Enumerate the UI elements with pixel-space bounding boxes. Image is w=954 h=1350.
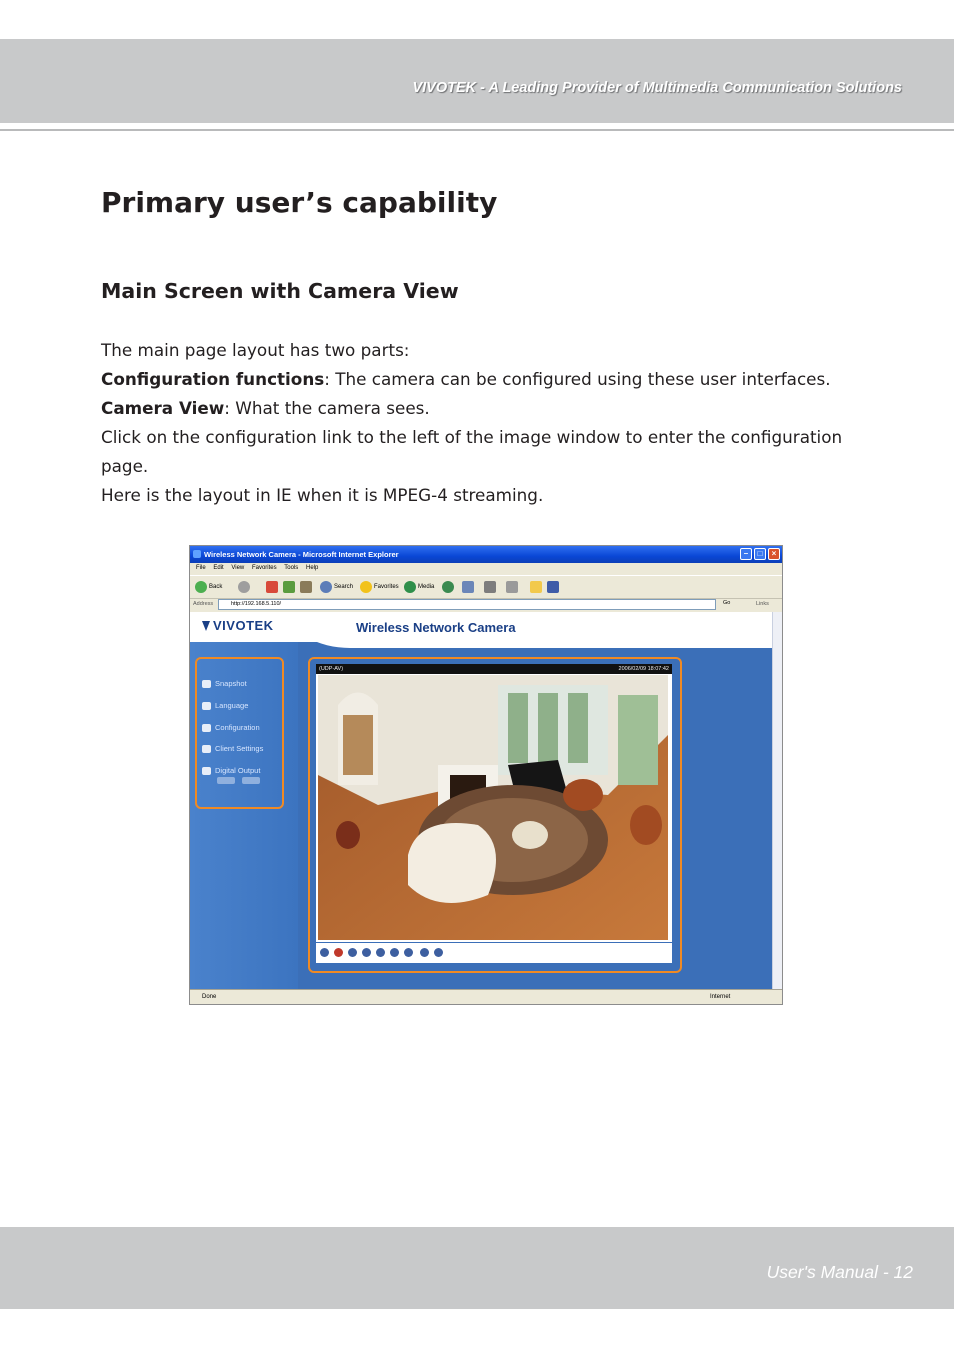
video-frame — [316, 664, 672, 942]
digital-output-on-button[interactable] — [217, 777, 235, 784]
stop-icon — [266, 581, 278, 593]
body-text — [101, 336, 881, 510]
back-button[interactable]: Back — [195, 580, 222, 593]
status-zone: Internet — [710, 994, 731, 1000]
microphone-icon[interactable] — [420, 948, 429, 957]
vertical-scrollbar[interactable] — [772, 612, 783, 989]
refresh-button[interactable] — [283, 580, 295, 593]
menu-file[interactable]: File — [196, 565, 206, 571]
room-scene-image — [318, 675, 668, 940]
page-title: Primary user’s capability — [101, 186, 498, 219]
video-control-bar — [316, 943, 672, 963]
history-button[interactable] — [442, 580, 454, 593]
address-input[interactable] — [218, 599, 716, 610]
config-paragraph — [101, 365, 881, 394]
status-done: Done — [202, 994, 217, 1000]
messenger-button[interactable] — [547, 580, 559, 593]
vivotek-logo: VIVOTEK — [202, 618, 274, 633]
status-bar — [190, 989, 782, 1005]
media-icon — [404, 581, 416, 593]
menu-view[interactable]: View — [231, 565, 245, 571]
view-text: : What the camera sees. — [224, 398, 430, 418]
menu-bar — [190, 563, 782, 574]
edit-icon — [506, 581, 518, 593]
video-protocol: (UDP-AV) — [319, 666, 344, 672]
menu-snapshot[interactable]: Snapshot — [202, 679, 247, 688]
client-settings-icon — [202, 745, 211, 753]
vivotek-mark-icon — [202, 621, 210, 631]
tools-icon — [202, 724, 211, 732]
pause-icon[interactable] — [362, 948, 371, 957]
menu-language[interactable]: Language — [202, 701, 248, 710]
menu-help[interactable]: Help — [305, 565, 319, 571]
home-icon — [300, 581, 312, 593]
menu-favorites[interactable]: Favorites — [251, 565, 277, 571]
ie-icon — [193, 550, 201, 558]
configuration-functions-highlight — [195, 657, 284, 809]
page-number: User's Manual - 12 — [766, 1262, 913, 1282]
star-icon — [360, 581, 372, 593]
volume-icon[interactable] — [348, 948, 357, 957]
forward-icon — [238, 581, 250, 593]
media-button[interactable]: Media — [404, 580, 434, 593]
folder-icon — [530, 581, 542, 593]
camera-icon — [202, 680, 211, 688]
address-url: http://192.168.5.110/ — [231, 601, 282, 607]
talk-icon[interactable] — [390, 948, 399, 957]
home-button[interactable] — [300, 580, 312, 593]
back-icon — [195, 581, 207, 593]
window-titlebar — [190, 546, 782, 563]
address-label: Address — [193, 601, 214, 607]
menu-client-settings[interactable]: Client Settings — [202, 744, 263, 753]
camera-live-image — [318, 675, 668, 940]
click-paragraph: Click on the configuration link to the left of the image window to enter the configuration page. — [101, 427, 843, 476]
folder-button[interactable] — [530, 580, 542, 593]
menu-tools[interactable]: Tools — [284, 565, 299, 571]
mail-button[interactable] — [462, 580, 474, 593]
video-timestamp: 2006/02/09 18:07:42 — [618, 666, 669, 672]
edit-button[interactable] — [506, 580, 518, 593]
menu-digital-output[interactable]: Digital Output — [202, 766, 260, 775]
menu-edit[interactable]: Edit — [213, 565, 224, 571]
browser-toolbar — [190, 575, 782, 599]
address-bar — [190, 598, 782, 612]
links-button[interactable]: Links — [756, 601, 769, 607]
history-icon — [442, 581, 454, 593]
window-controls — [740, 548, 780, 560]
print-icon — [484, 581, 496, 593]
view-label: Camera View — [101, 398, 225, 418]
print-button[interactable] — [484, 580, 496, 593]
favorites-button[interactable]: Favorites — [360, 580, 399, 593]
menu-configuration[interactable]: Configuration — [202, 723, 260, 732]
stop-button[interactable] — [266, 580, 278, 593]
fullscreen-icon[interactable] — [434, 948, 443, 957]
mute-icon[interactable] — [404, 948, 413, 957]
close-icon[interactable]: × — [768, 548, 780, 560]
zoom-icon[interactable] — [320, 948, 329, 957]
refresh-icon — [283, 581, 295, 593]
forward-button[interactable] — [238, 580, 250, 593]
maximize-icon[interactable]: □ — [754, 548, 766, 560]
browser-screenshot — [189, 545, 783, 1005]
digital-output-icon — [202, 767, 211, 775]
intro-paragraph: The main page layout has two parts: — [101, 340, 410, 360]
search-button[interactable]: Search — [320, 580, 353, 593]
config-label: Configuration functions — [101, 369, 325, 389]
header-divider — [0, 129, 954, 131]
record-icon[interactable] — [334, 948, 343, 957]
search-icon — [320, 581, 332, 593]
section-heading: Main Screen with Camera View — [101, 279, 459, 303]
digital-output-buttons — [217, 777, 260, 784]
go-button[interactable]: Go — [723, 600, 731, 606]
view-paragraph — [101, 394, 881, 423]
stop-video-icon[interactable] — [376, 948, 385, 957]
messenger-icon — [547, 581, 559, 593]
layout-paragraph: Here is the layout in IE when it is MPEG-4 streaming. — [101, 485, 544, 505]
video-caption-bar — [316, 664, 672, 674]
window-title: Wireless Network Camera - Microsoft Internet Explorer — [204, 550, 399, 559]
digital-output-off-button[interactable] — [242, 777, 260, 784]
camera-page-heading: Wireless Network Camera — [356, 620, 516, 635]
mail-icon — [462, 581, 474, 593]
language-icon — [202, 702, 211, 710]
camera-web-page — [190, 612, 772, 989]
config-text: : The camera can be configured using these user interfaces. — [324, 369, 831, 389]
minimize-icon[interactable]: – — [740, 548, 752, 560]
header-tagline: VIVOTEK - A Leading Provider of Multimedia Communication Solutions — [412, 80, 902, 96]
